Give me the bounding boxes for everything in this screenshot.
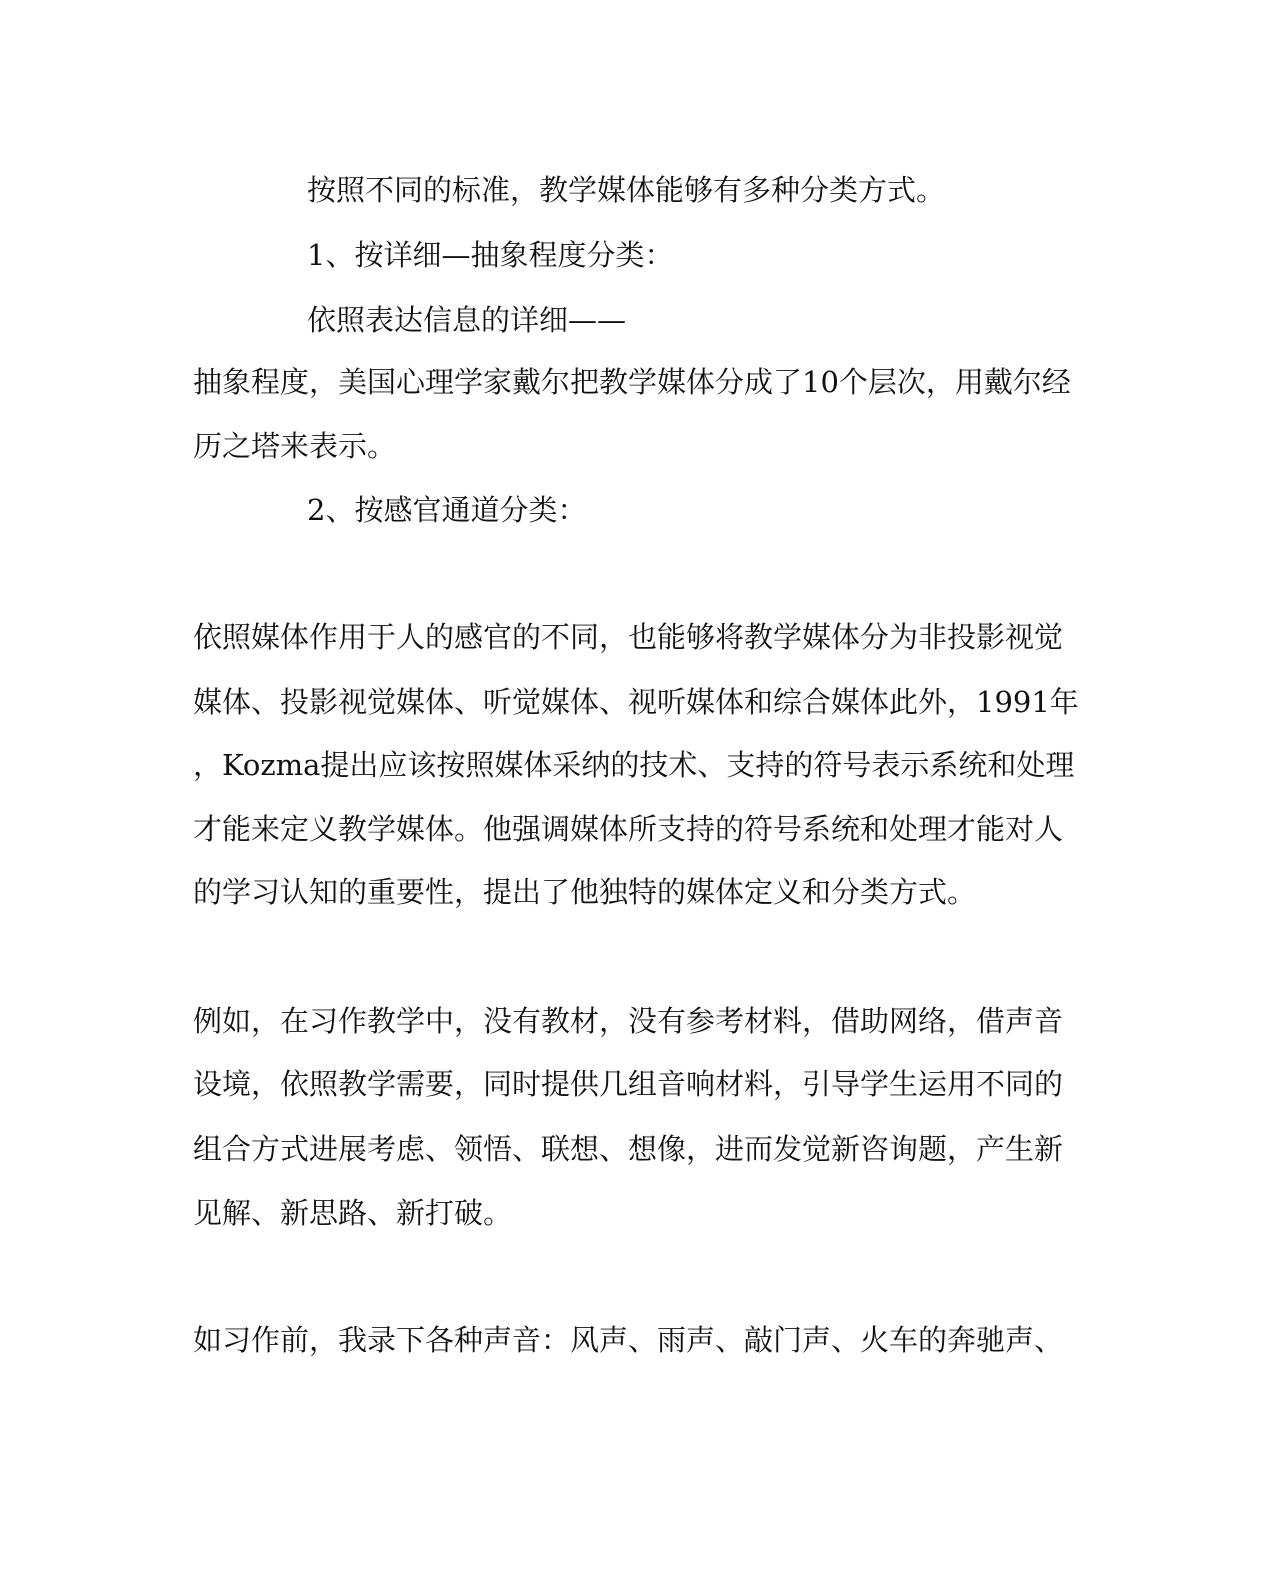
text-line: 依照表达信息的详细—— [307,303,627,337]
text-line: 例如，在习作教学中，没有教材，没有参考材料，借助网络，借声音 [193,1004,1064,1038]
text-line: ，Kozma提出应该按照媒体采纳的技术、支持的符号表示系统和处理 [193,748,1075,782]
text-line: 抽象程度，美国心理学家戴尔把教学媒体分成了10个层次，用戴尔经 [193,365,1071,399]
text-line: 按照不同的标准，教学媒体能够有多种分类方式。 [307,173,946,207]
text-line: 设境，依照教学需要，同时提供几组音响材料，引导学生运用不同的 [193,1067,1064,1101]
text-line: 组合方式进展考虑、领悟、联想、想像，进而发觉新咨询题，产生新 [193,1132,1064,1166]
text-line: 媒体、投影视觉媒体、听觉媒体、视听媒体和综合媒体此外，1991年 [193,685,1079,719]
text-line: 见解、新思路、新打破。 [193,1196,513,1230]
text-line: 2、按感官通道分类： [307,493,587,527]
text-line: 历之塔来表示。 [193,429,397,463]
text-line: 如习作前，我录下各种声音：风声、雨声、敲门声、火车的奔驰声、 [193,1323,1064,1357]
text-line: 1、按详细—抽象程度分类： [307,238,674,272]
text-line: 的学习认知的重要性，提出了他独特的媒体定义和分类方式。 [193,875,977,909]
text-line: 依照媒体作用于人的感官的不同，也能够将教学媒体分为非投影视觉 [193,620,1064,654]
text-line: 才能来定义教学媒体。他强调媒体所支持的符号系统和处理才能对人 [193,812,1064,846]
